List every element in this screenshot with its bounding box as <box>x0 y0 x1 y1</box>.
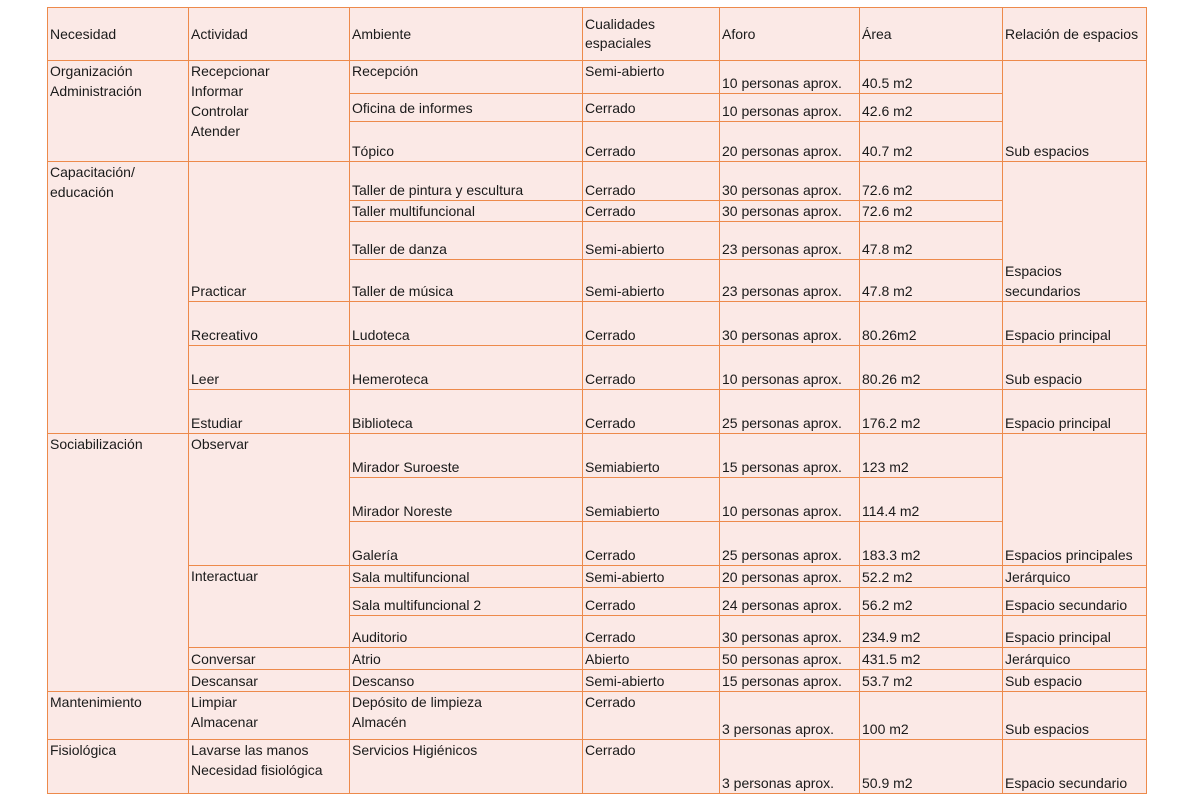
cell-aforo: 3 personas aprox. <box>720 740 860 794</box>
table-row <box>48 740 1147 794</box>
cell-actividad: Conversar <box>189 648 350 670</box>
table-row <box>48 61 1147 94</box>
cell-area: 47.8 m2 <box>860 260 1003 302</box>
cell-cualidad: Cerrado <box>583 616 720 648</box>
cell-area: 176.2 m2 <box>860 390 1003 434</box>
cell-ambiente: Taller de música <box>350 260 583 302</box>
cell-relacion: Sub espacios <box>1003 692 1147 740</box>
cell-cualidad: Cerrado <box>583 122 720 162</box>
cell-area: 431.5 m2 <box>860 648 1003 670</box>
cell-aforo: 50 personas aprox. <box>720 648 860 670</box>
cell-ambiente: Ludoteca <box>350 302 583 346</box>
cell-relacion: Jerárquico <box>1003 648 1147 670</box>
cell-area: 42.6 m2 <box>860 94 1003 122</box>
cell-aforo: 24 personas aprox. <box>720 588 860 616</box>
cell-cualidad: Cerrado <box>583 94 720 122</box>
cell-aforo: 30 personas aprox. <box>720 616 860 648</box>
cell-ambiente: Atrio <box>350 648 583 670</box>
cell-ambiente: Auditorio <box>350 616 583 648</box>
cell-actividad: Recreativo <box>189 302 350 346</box>
cell-actividad: Practicar <box>189 162 350 302</box>
cell-actividad: Descansar <box>189 670 350 692</box>
cell-cualidad: Cerrado <box>583 740 720 794</box>
cell-ambiente: Oficina de informes <box>350 94 583 122</box>
cell-aforo: 25 personas aprox. <box>720 522 860 566</box>
cell-necesidad: Organización Administración <box>48 61 189 162</box>
cell-ambiente: Mirador Suroeste <box>350 434 583 478</box>
header-relacion: Relación de espacios <box>1003 8 1147 61</box>
cell-cualidad: Semiabierto <box>583 434 720 478</box>
cell-area: 40.7 m2 <box>860 122 1003 162</box>
cell-aforo: 10 personas aprox. <box>720 346 860 390</box>
cell-ambiente: Galería <box>350 522 583 566</box>
cell-area: 50.9 m2 <box>860 740 1003 794</box>
cell-cualidad: Semi-abierto <box>583 61 720 94</box>
cell-necesidad: Mantenimiento <box>48 692 189 740</box>
cell-ambiente: Biblioteca <box>350 390 583 434</box>
cell-aforo: 15 personas aprox. <box>720 670 860 692</box>
cell-ambiente: Sala multifuncional <box>350 566 583 588</box>
cell-area: 80.26m2 <box>860 302 1003 346</box>
cell-ambiente: Recepción <box>350 61 583 94</box>
cell-cualidad: Cerrado <box>583 302 720 346</box>
cell-actividad: Observar <box>189 434 350 566</box>
cell-area: 234.9 m2 <box>860 616 1003 648</box>
header-aforo: Aforo <box>720 8 860 61</box>
cell-area: 80.26 m2 <box>860 346 1003 390</box>
header-row <box>48 8 1147 61</box>
cell-area: 56.2 m2 <box>860 588 1003 616</box>
cell-cualidad: Cerrado <box>583 588 720 616</box>
cell-area: 52.2 m2 <box>860 566 1003 588</box>
cell-aforo: 10 personas aprox. <box>720 478 860 522</box>
cell-cualidad: Cerrado <box>583 692 720 740</box>
cell-cualidad: Cerrado <box>583 522 720 566</box>
table-row <box>48 162 1147 201</box>
table-row <box>48 302 1147 346</box>
cell-relacion: Espacio principal <box>1003 302 1147 346</box>
cell-relacion: Espacios principales <box>1003 434 1147 566</box>
header-actividad: Actividad <box>189 8 350 61</box>
cell-aforo: 23 personas aprox. <box>720 222 860 260</box>
cell-cualidad: Cerrado <box>583 162 720 201</box>
cell-area: 40.5 m2 <box>860 61 1003 94</box>
cell-aforo: 15 personas aprox. <box>720 434 860 478</box>
cell-aforo: 30 personas aprox. <box>720 162 860 201</box>
cell-relacion: Espacio secundario <box>1003 740 1147 794</box>
cell-aforo: 30 personas aprox. <box>720 302 860 346</box>
cell-ambiente: Taller de pintura y escultura <box>350 162 583 201</box>
cell-relacion: Espacio principal <box>1003 390 1147 434</box>
cell-aforo: 3 personas aprox. <box>720 692 860 740</box>
cell-aforo: 20 personas aprox. <box>720 566 860 588</box>
cell-necesidad: Capacitación/ educación <box>48 162 189 434</box>
cell-ambiente: Servicios Higiénicos <box>350 740 583 794</box>
cell-aforo: 20 personas aprox. <box>720 122 860 162</box>
header-ambiente: Ambiente <box>350 8 583 61</box>
cell-relacion: Espacio principal <box>1003 616 1147 648</box>
cell-relacion: Sub espacio <box>1003 670 1147 692</box>
cell-relacion: Espacios secundarios <box>1003 162 1147 302</box>
cell-cualidad: Semi-abierto <box>583 670 720 692</box>
cell-actividad: Interactuar <box>189 566 350 648</box>
cell-area: 53.7 m2 <box>860 670 1003 692</box>
cell-actividad: Limpiar Almacenar <box>189 692 350 740</box>
cell-actividad: Recepcionar Informar Controlar Atender <box>189 61 350 162</box>
cell-relacion: Sub espacio <box>1003 346 1147 390</box>
table-row <box>48 670 1147 692</box>
cell-aforo: 23 personas aprox. <box>720 260 860 302</box>
cell-ambiente: Descanso <box>350 670 583 692</box>
cell-ambiente: Sala multifuncional 2 <box>350 588 583 616</box>
cell-aforo: 30 personas aprox. <box>720 201 860 222</box>
cell-ambiente: Mirador Noreste <box>350 478 583 522</box>
cell-ambiente: Taller multifuncional <box>350 201 583 222</box>
cell-area: 183.3 m2 <box>860 522 1003 566</box>
cell-cualidad: Semi-abierto <box>583 222 720 260</box>
table-row <box>48 692 1147 740</box>
cell-relacion: Jerárquico <box>1003 566 1147 588</box>
table-row <box>48 390 1147 434</box>
cell-area: 72.6 m2 <box>860 162 1003 201</box>
table-row <box>48 648 1147 670</box>
cell-area: 114.4 m2 <box>860 478 1003 522</box>
space-program-table <box>47 7 1147 794</box>
cell-cualidad: Cerrado <box>583 346 720 390</box>
cell-necesidad: Sociabilización <box>48 434 189 692</box>
cell-ambiente: Hemeroteca <box>350 346 583 390</box>
cell-cualidad: Cerrado <box>583 201 720 222</box>
header-necesidad: Necesidad <box>48 8 189 61</box>
cell-cualidad: Semiabierto <box>583 478 720 522</box>
cell-aforo: 25 personas aprox. <box>720 390 860 434</box>
header-area: Área <box>860 8 1003 61</box>
cell-aforo: 10 personas aprox. <box>720 61 860 94</box>
cell-ambiente: Depósito de limpieza Almacén <box>350 692 583 740</box>
cell-ambiente: Tópico <box>350 122 583 162</box>
header-cualidades: Cualidades espaciales <box>583 8 720 61</box>
cell-area: 72.6 m2 <box>860 201 1003 222</box>
cell-relacion: Sub espacios <box>1003 61 1147 162</box>
cell-area: 100 m2 <box>860 692 1003 740</box>
cell-cualidad: Cerrado <box>583 390 720 434</box>
cell-actividad: Estudiar <box>189 390 350 434</box>
table-row <box>48 566 1147 588</box>
cell-actividad: Leer <box>189 346 350 390</box>
cell-area: 47.8 m2 <box>860 222 1003 260</box>
table-row <box>48 434 1147 478</box>
cell-relacion: Espacio secundario <box>1003 588 1147 616</box>
table-row <box>48 346 1147 390</box>
cell-aforo: 10 personas aprox. <box>720 94 860 122</box>
cell-actividad: Lavarse las manos Necesidad fisiológica <box>189 740 350 794</box>
cell-cualidad: Semi-abierto <box>583 566 720 588</box>
cell-area: 123 m2 <box>860 434 1003 478</box>
cell-cualidad: Semi-abierto <box>583 260 720 302</box>
cell-cualidad: Abierto <box>583 648 720 670</box>
cell-ambiente: Taller de danza <box>350 222 583 260</box>
cell-necesidad: Fisiológica <box>48 740 189 794</box>
